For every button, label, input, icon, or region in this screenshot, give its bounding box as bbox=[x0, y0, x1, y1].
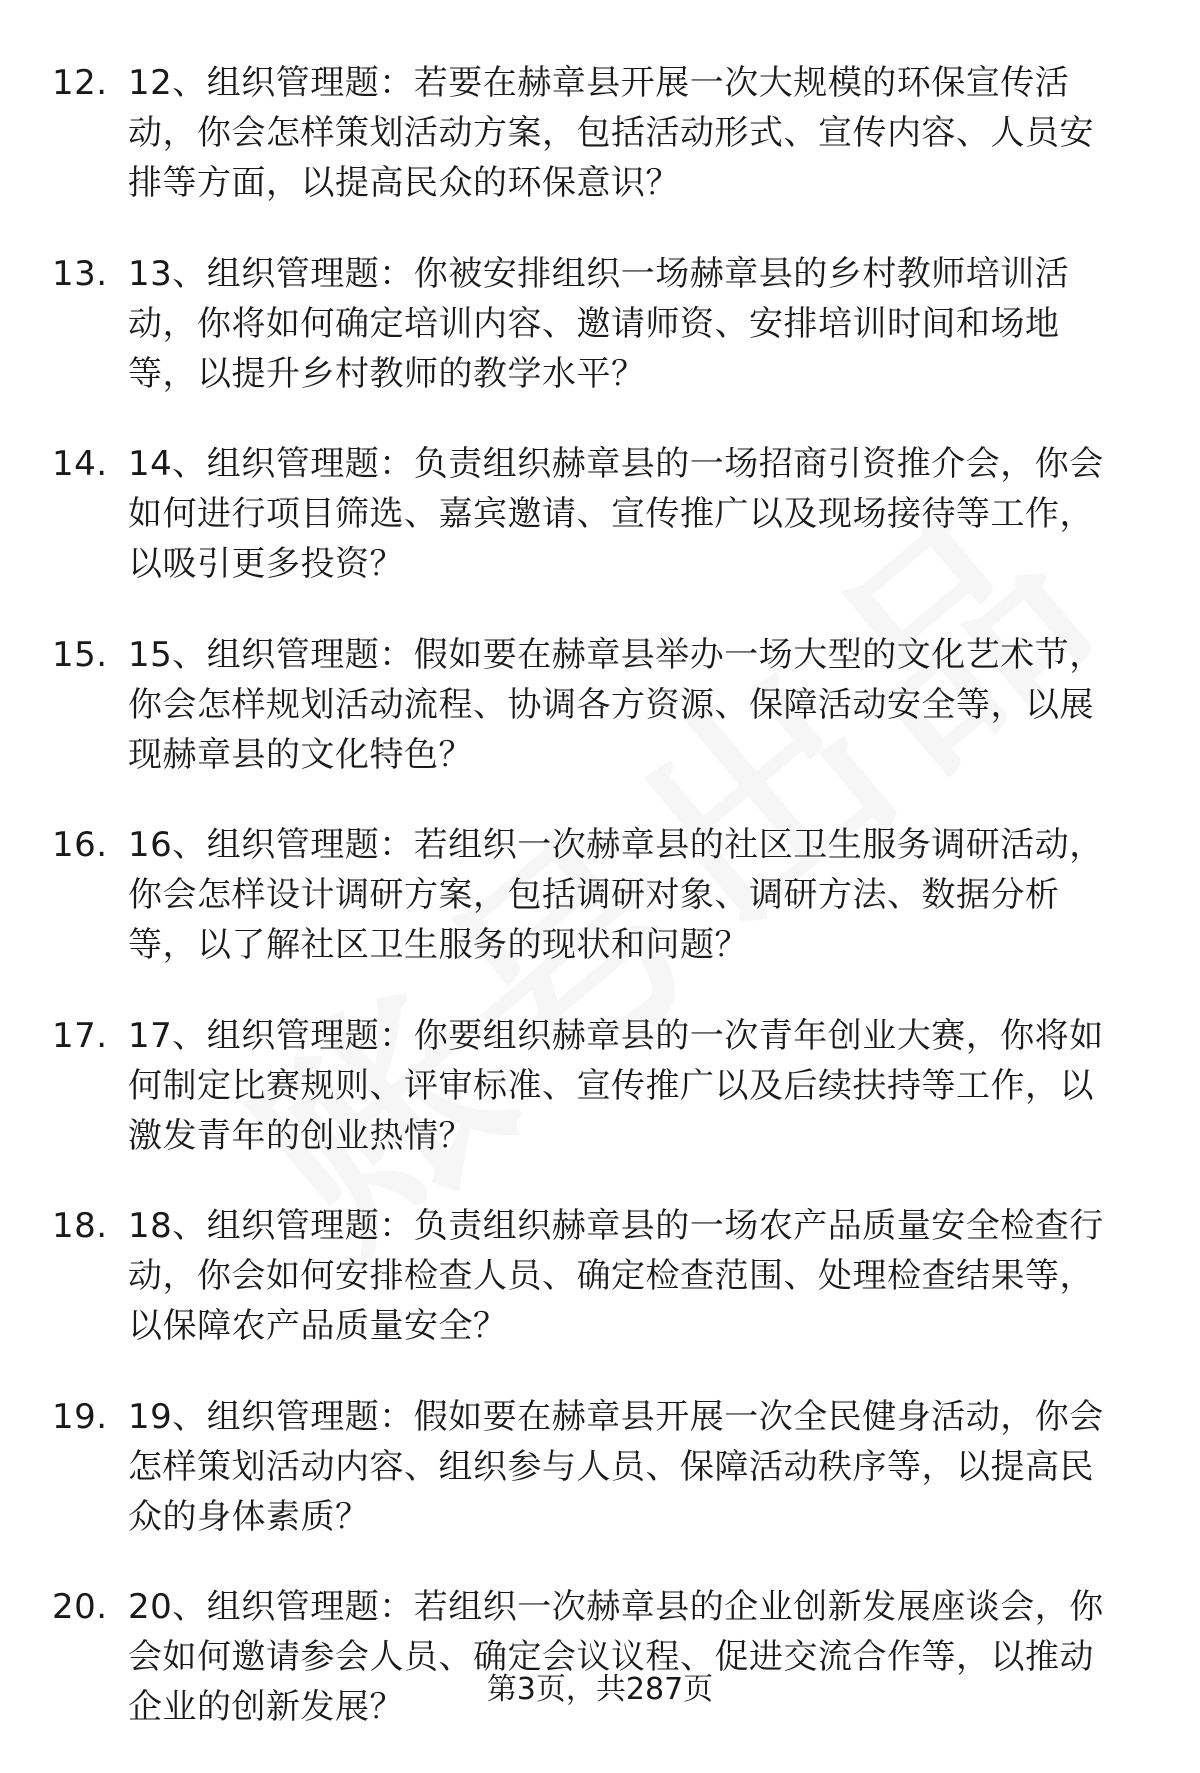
question-text: 13、组织管理题：你被安排组织一场赫章县的乡村教师培训活动，你将如何确定培训内容、邀请师资、安排培训时间和场地等，以提升乡村教师的教学水平？ bbox=[128, 253, 1070, 394]
question-number: 19. bbox=[52, 1396, 108, 1437]
question-text: 15、组织管理题：假如要在赫章县举办一场大型的文化艺术节，你会怎样规划活动流程、协调各方资源、保障活动安全等，以展现赫章县的文化特色？ bbox=[128, 634, 1104, 775]
question-number: 20. bbox=[52, 1587, 108, 1627]
question-text: 20、组织管理题：若组织一次赫章县的企业创新发展座谈会，你会如何邀请参会人员、确定会议议程、促进交流合作等，以推动企业的创新发展？ bbox=[128, 1587, 1104, 1727]
question-item bbox=[52, 630, 1152, 780]
question-list bbox=[52, 58, 1152, 1773]
question-number: 17. bbox=[52, 1015, 108, 1056]
question-text: 18、组织管理题：负责组织赫章县的一场农产品质量安全检查行动，你会如何安排检查人员、确定检查范围、处理检查结果等，以保障农产品质量安全？ bbox=[128, 1206, 1104, 1346]
question-item bbox=[52, 439, 1152, 589]
question-number: 13. bbox=[52, 253, 108, 294]
question-item bbox=[52, 1011, 1152, 1161]
question-number: 12. bbox=[52, 63, 108, 103]
question-item bbox=[52, 1392, 1152, 1542]
question-item bbox=[52, 58, 1152, 208]
question-number: 14. bbox=[52, 444, 108, 484]
question-number: 16. bbox=[52, 825, 108, 865]
question-item bbox=[52, 1201, 1152, 1351]
page-number-footer: 第3页，共287页 bbox=[486, 1672, 714, 1707]
question-number: 15. bbox=[52, 634, 108, 675]
question-text: 12、组织管理题：若要在赫章县开展一次大规模的环保宣传活动，你会怎样策划活动方案，包括活动形式、宣传内容、人员安排等方面，以提高民众的环保意识？ bbox=[128, 63, 1094, 203]
question-number: 18. bbox=[52, 1206, 108, 1246]
question-item bbox=[52, 249, 1152, 399]
question-text: 14、组织管理题：负责组织赫章县的一场招商引资推介会，你会如何进行项目筛选、嘉宾邀请、宣传推广以及现场接待等工作，以吸引更多投资？ bbox=[128, 444, 1104, 584]
question-text: 19、组织管理题：假如要在赫章县开展一次全民健身活动，你会怎样策划活动内容、组织参与人员、保障活动秩序等，以提高民众的身体素质？ bbox=[128, 1396, 1104, 1537]
question-text: 16、组织管理题：若组织一次赫章县的社区卫生服务调研活动，你会怎样设计调研方案，包括调研对象、调研方法、数据分析等，以了解社区卫生服务的现状和问题？ bbox=[128, 825, 1104, 965]
question-item bbox=[52, 820, 1152, 970]
question-text: 17、组织管理题：你要组织赫章县的一次青年创业大赛，你将如何制定比赛规则、评审标准、宣传推广以及后续扶持等工作，以激发青年的创业热情？ bbox=[128, 1015, 1104, 1156]
